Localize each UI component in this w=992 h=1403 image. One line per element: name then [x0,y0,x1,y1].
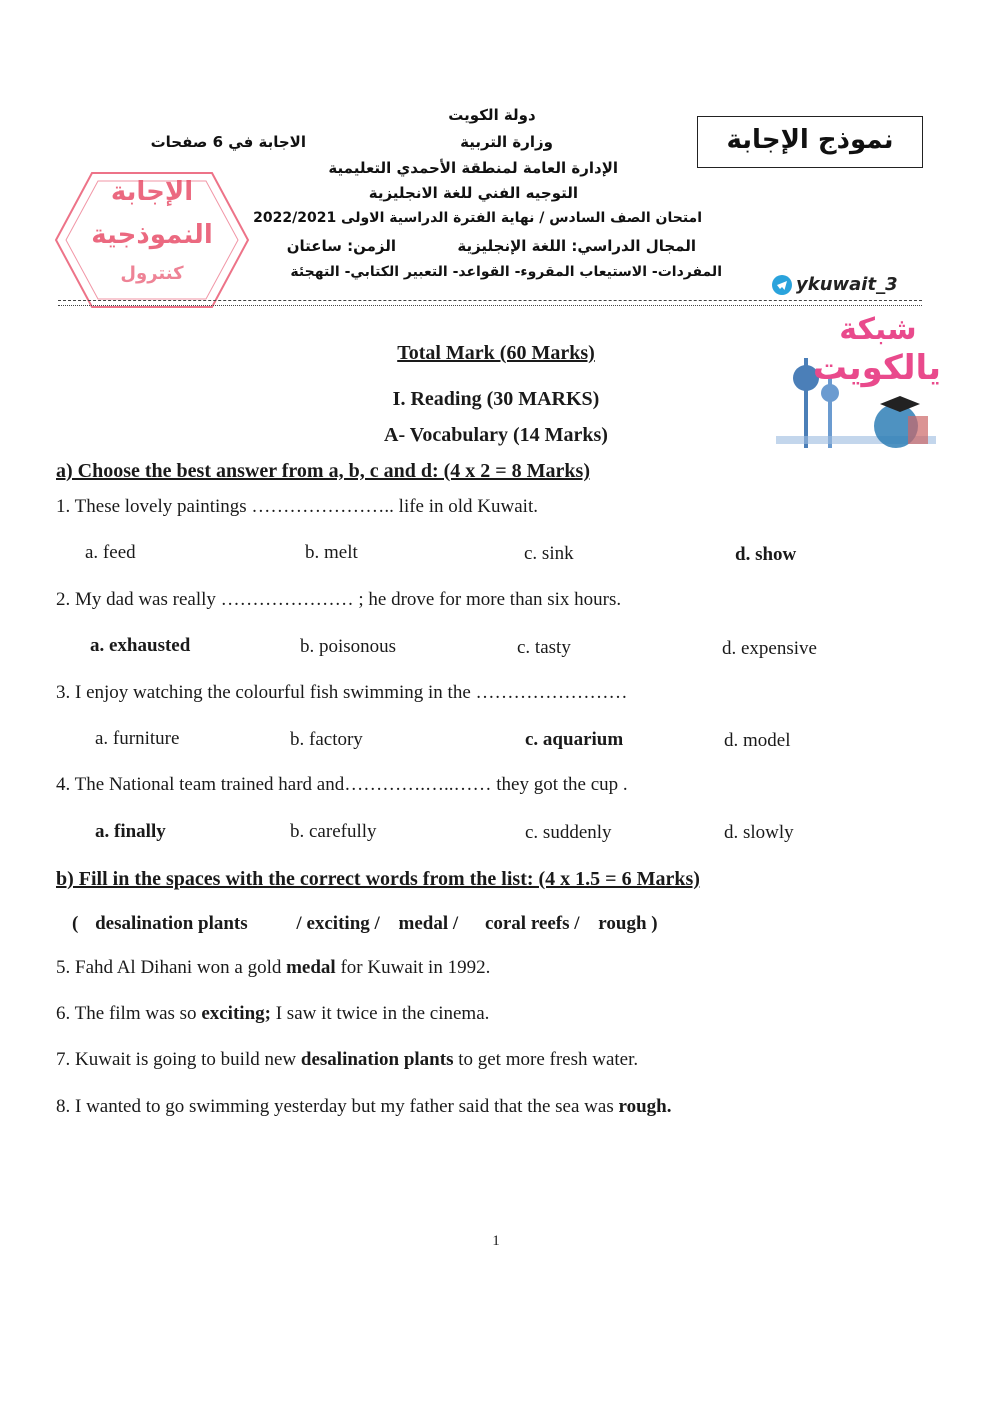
header-exam: امتحان الصف السادس / نهاية الفترة الدراسية الاولى 2022/2021 [253,210,702,226]
sentence-7 [56,1049,638,1071]
q2-option-d: d. expensive [722,638,817,659]
word-list-open: ( [72,913,79,934]
word-list [72,913,658,935]
word-list-item: coral reefs [484,913,570,934]
stamp-line1: الإجابة [110,177,194,207]
question-1-stem: 1. These lovely paintings ………………….. life in old Kuwait. [56,496,538,517]
model-answer-stamp [52,165,252,315]
q4-option-a: a. finally [95,821,166,842]
q3-option-a: a. furniture [95,728,180,749]
q4-option-c: c. suddenly [525,822,612,843]
sentence-6-pre: 6. The film was so [56,1003,202,1024]
q3-option-c: c. aquarium [525,729,624,750]
word-list-item: desalination plants [95,913,248,934]
part-b-heading: b) Fill in the spaces with the correct words from the list: (4 x 1.5 = 6 Marks) [56,868,700,890]
q2-option-c: c. tasty [517,637,571,658]
subsection-title: A- Vocabulary (14 Marks) [384,424,608,446]
model-answer-box [697,116,923,168]
header-divider-2 [58,305,922,306]
question-3-stem: 3. I enjoy watching the colourful fish swimming in the …………………… [56,682,628,703]
total-mark: Total Mark (60 Marks) [397,342,595,364]
word-list-close: ) [651,913,658,934]
sentence-7-pre: 7. Kuwait is going to build new [56,1049,301,1070]
header-supervision: التوجيه الفني للغة الانجليزية [368,184,578,202]
sentence-6-answer: exciting; [201,1003,271,1024]
header-ministry: وزارة التربية [460,133,553,151]
part-a-heading: a) Choose the best answer from a, b, c and d: (4 x 2 = 8 Marks) [56,460,590,482]
header-time: الزمن: ساعتان [286,237,396,255]
sentence-7-answer: desalination plants [300,1049,454,1070]
q3-option-b: b. factory [290,729,363,750]
section-title: I. Reading (30 MARKS) [392,388,600,410]
q3-option-d: d. model [724,730,791,751]
brand-line2: يالكويت [812,348,942,388]
sentence-8-pre: 8. I wanted to go swimming yesterday but my father said that the sea was [56,1096,619,1117]
q1-option-b: b. melt [305,542,358,563]
sentence-6-post: I saw it twice in the cinema. [270,1003,490,1024]
stamp-line2: النموذجية [91,220,213,250]
question-4-stem: 4. The National team trained hard and………….…..…… they got the cup . [56,774,628,795]
telegram-handle [772,274,898,295]
sentence-5-answer: medal [286,957,336,978]
question-2-stem: 2. My dad was really ………………… ; he drove for more than six hours. [56,589,622,610]
q1-option-a: a. feed [85,542,136,563]
header-areas: المفردات- الاستيعاب المقروء- القواعد- التعبير الكتابي- التهجئة [290,264,722,280]
header-state: دولة الكويت [448,106,536,124]
stamp-line3: كنترول [120,263,184,284]
sentence-5-pre: 5. Fahd Al Dihani won a gold [56,957,287,978]
model-answer-label: نموذج الإجابة [726,125,894,155]
q2-option-b: b. poisonous [300,636,397,657]
q4-option-d: d. slowly [724,822,794,843]
word-list-item: medal [398,913,449,934]
q2-option-a: a. exhausted [90,635,191,656]
header-pages-note: الاجابة في 6 صفحات [150,133,306,151]
word-list-sep: / [452,913,459,934]
telegram-handle-text: ykuwait_3 [796,274,898,295]
brand-line1: شبكة [839,312,917,347]
word-list-item: exciting [306,913,370,934]
word-list-sep: / [296,913,302,934]
sentence-5-post: for Kuwait in 1992. [335,957,491,978]
telegram-icon [772,275,792,295]
sentence-6 [56,1003,489,1025]
sentence-7-post: to get more fresh water. [453,1049,639,1070]
sentence-8-answer: rough. [618,1096,672,1117]
header-directorate: الإدارة العامة لمنطقة الأحمدي التعليمية [328,159,618,177]
q1-option-d: d. show [735,544,797,565]
sentence-8 [56,1096,671,1118]
page-number: 1 [492,1233,500,1249]
word-list-sep: / [574,913,580,934]
q4-option-b: b. carefully [290,821,377,842]
q1-option-c: c. sink [524,543,574,564]
sentence-5 [56,957,490,979]
word-list-item: rough [598,913,647,934]
header-divider [58,300,922,301]
word-list-sep: / [374,913,380,934]
header-subject: المجال الدراسي: اللغة الإنجليزية [457,237,696,255]
